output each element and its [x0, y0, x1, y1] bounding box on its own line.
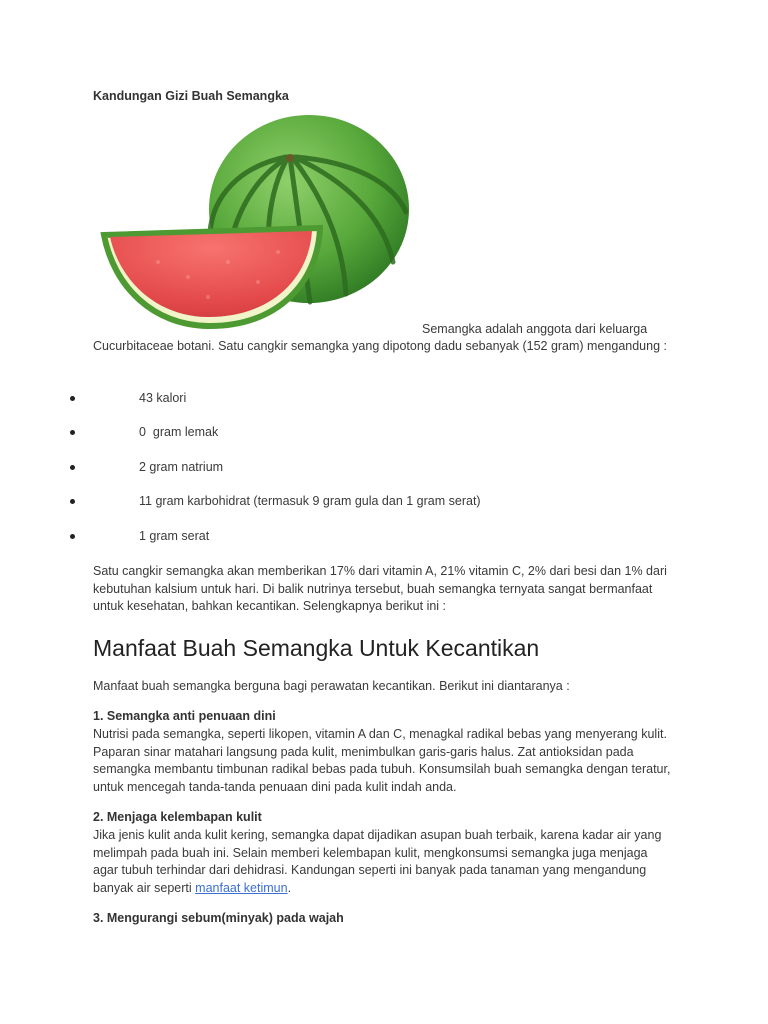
benefit-2-text: Jika jenis kulit anda kulit kering, semangka dapat dijadikan asupan buah terbaik, karena kadar air yang melimpah pada buah ini. Selain memberi kelembapan kulit, mengkonsumsi semangka juga menjaga agar tubuh terhindar dari dehidrasi. Kandungan seperti ini banyak pada tanaman yang mengandung banyak air seperti manfaat ketimun. [93, 828, 662, 895]
bullet-icon [70, 465, 75, 470]
section-heading: Manfaat Buah Semangka Untuk Kecantikan [93, 635, 540, 661]
watermelon-slice [104, 228, 320, 326]
benefit-3-title: 3. Mengurangi sebum(minyak) pada wajah [93, 911, 344, 925]
benefit-1-title: 1. Semangka anti penuaan dini [93, 709, 276, 723]
bullet-icon [70, 534, 75, 539]
benefit-1-text: Nutrisi pada semangka, seperti likopen, vitamin A dan C, menagkal radikal bebas yang menyerang kulit. Paparan sinar matahari langsung pada kulit, menimbulkan garis-garis halus. Zat antioksidan pada semangka membantu timbunan radikal bebas pada tubuh. Konsumsilah buah semangka dengan teratur, untuk mencegah tanda-tanda penuaan dini pada kulit indah anda. [93, 727, 671, 794]
intro-first-line: Semangka adalah anggota dari keluarga [422, 322, 648, 336]
bullet-icon [70, 396, 75, 401]
vitamins-paragraph: Satu cangkir semangka akan memberikan 17% dari vitamin A, 21% vitamin C, 2% dari besi dan 1% dari kebutuhan kalsium untuk hari. Di balik nutrinya tersebut, buah semangka ternyata sangat bermanfaat untuk kesehatan, bahkan kecantikan. Selengkapnya berikut ini : [93, 564, 667, 613]
bullet-icon [70, 499, 75, 504]
manfaat-ketimun-link[interactable]: manfaat ketimun [195, 880, 288, 895]
document-page: Kandungan Gizi Buah Semangka Semangka adalah anggota dari keluarga Cucurbitaceae botani. Satu cangkir semangka yang dipotong dadu sebanyak (152 gram) mengandung : 43 kalori 0 gram lemak 2 gram natrium 11 gram karbohidrat (termasuk 9 gram gula dan 1 gram serat) 1 gram serat Satu cangkir semangka akan memberikan 17% dari vitamin A, 21% vitamin C, 2% dari besi dan 1% dari kebutuhan kalsium untuk hari. Di balik nutrinya tersebut, buah semangka ternyata sangat bermanfaat untuk kesehatan, bahkan kecantikan. Selengkapnya berikut ini : Manfaat Buah Semangka Untuk Kecantikan Manfaat buah semangka berguna bagi perawatan kecantikan. Berikut ini diantaranya : 1. Semangka anti penuaan dini Nutrisi pada semangka, seperti likopen, vitamin A dan C, menagkal radikal bebas yang menyerang kulit. Paparan sinar matahari langsung pada kulit, menimbulkan garis-garis halus. Zat antioksidan pada semangka membantu timbunan radikal bebas pada tubuh. Konsumsilah buah semangka dengan teratur, untuk mencegah tanda-tanda penuaan dini pada kulit indah anda. 2. Menjaga kelembapan kulit Jika jenis kulit anda kulit kering, semangka dapat dijadikan asupan buah terbaik, karena kadar air yang melimpah pada buah ini. Selain memberi kelembapan kulit, mengkonsumsi semangka juga menjaga agar tubuh terhindar dari dehidrasi. Kandungan seperti ini banyak pada tanaman yang mengandung banyak air seperti manfaat ketimun. 3. Mengurangi sebum(minyak) pada wajah [0, 0, 768, 1024]
intro-paragraph: Cucurbitaceae botani. Satu cangkir semangka yang dipotong dadu sebanyak (152 gram) mengandung : [93, 339, 667, 353]
document-title: Kandungan Gizi Buah Semangka [93, 89, 289, 103]
watermelon-image [98, 112, 430, 334]
benefits-intro: Manfaat buah semangka berguna bagi perawatan kecantikan. Berikut ini diantaranya : [93, 679, 570, 693]
benefit-2-title: 2. Menjaga kelembapan kulit [93, 810, 262, 824]
bullet-icon [70, 430, 75, 435]
